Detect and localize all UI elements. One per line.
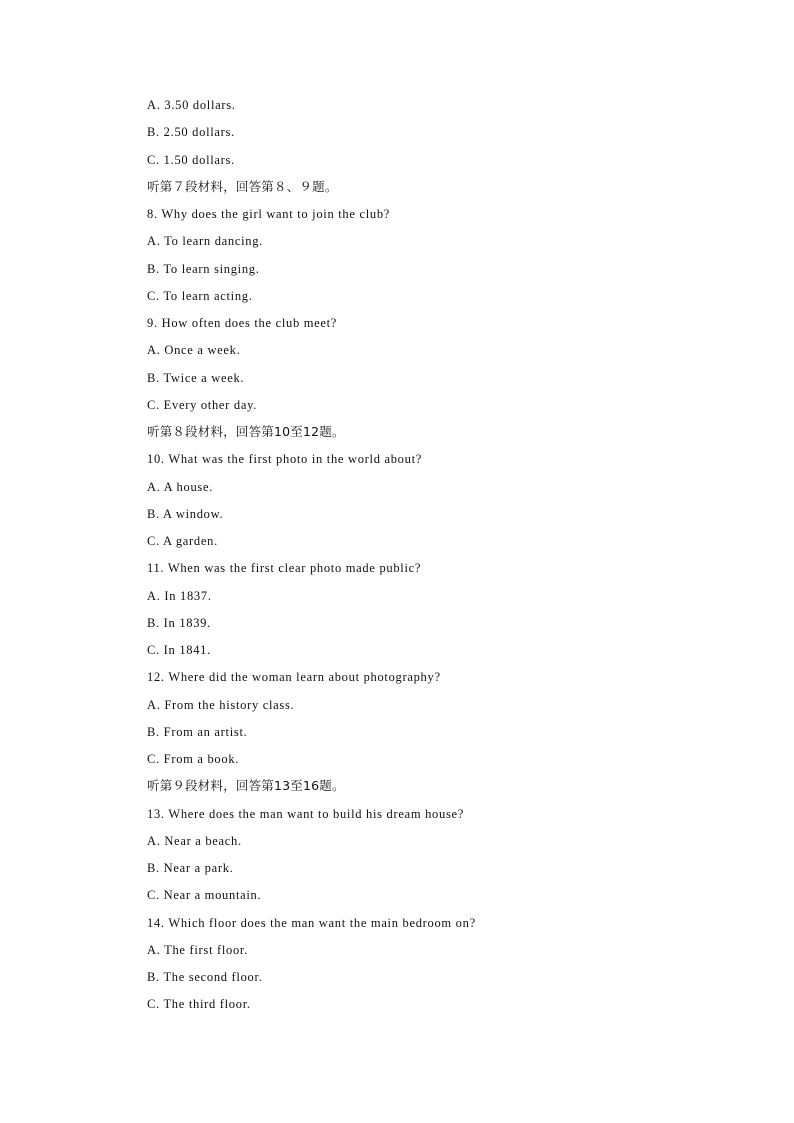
question-text: 10. What was the first photo in the world about?: [147, 452, 422, 467]
answer-option: B. From an artist.: [147, 724, 248, 739]
question-text: 9. How often does the club meet?: [147, 316, 338, 330]
answer-option: C. 1.50 dollars.: [147, 152, 235, 167]
answer-option: A. Once a week.: [147, 343, 241, 358]
exam-text-body: [147, 96, 707, 1023]
question-text: 12. Where did the woman learn about photography?: [147, 670, 441, 685]
answer-option: C. Near a mountain.: [147, 888, 262, 903]
answer-option: B. The second floor.: [147, 970, 263, 984]
answer-option: C. A garden.: [147, 534, 218, 548]
answer-option: C. Every other day.: [147, 397, 258, 412]
question-text: 11. When was the first clear photo made public?: [147, 561, 422, 576]
section-instruction: 听第９段材料，回答第13至16题。: [147, 778, 345, 794]
answer-option: B. 2.50 dollars.: [147, 125, 235, 140]
answer-option: A. The first floor.: [147, 942, 248, 957]
answer-option: A. Near a beach.: [147, 833, 242, 848]
answer-option: A. 3.50 dollars.: [147, 98, 236, 112]
answer-option: C. In 1841.: [147, 643, 211, 657]
answer-option: C. The third floor.: [147, 997, 251, 1012]
answer-option: B. A window.: [147, 506, 224, 521]
answer-option: B. Near a park.: [147, 861, 234, 875]
answer-option: B. To learn singing.: [147, 261, 260, 276]
question-text: 8. Why does the girl want to join the club?: [147, 207, 391, 221]
answer-option: A. To learn dancing.: [147, 234, 263, 249]
section-instruction: 听第８段材料，回答第10至12题。: [147, 424, 345, 439]
question-text: 13. Where does the man want to build his dream house?: [147, 806, 465, 821]
answer-option: B. Twice a week.: [147, 370, 245, 385]
answer-option: B. In 1839.: [147, 615, 211, 630]
answer-option: A. From the history class.: [147, 697, 295, 712]
section-instruction: 听第７段材料，回答第８、９题。: [147, 178, 338, 194]
answer-option: A. In 1837.: [147, 588, 212, 603]
answer-option: A. A house.: [147, 479, 214, 494]
question-text: 14. Which floor does the man want the main bedroom on?: [147, 915, 476, 930]
answer-option: C. From a book.: [147, 752, 240, 766]
answer-option: C. To learn acting.: [147, 288, 253, 303]
